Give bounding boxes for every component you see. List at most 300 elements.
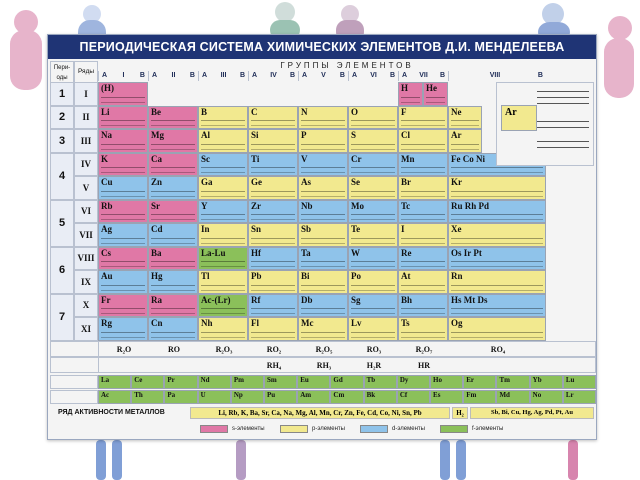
- element-symbol: F: [401, 106, 407, 117]
- element-symbol: Si: [251, 130, 259, 140]
- element-symbol: No: [532, 391, 542, 399]
- element-symbol: Ag: [101, 224, 112, 234]
- actinides-element: [264, 390, 297, 404]
- group-header-a: A: [102, 72, 108, 79]
- groups-title: ГРУППЫ ЭЛЕМЕНТОВ: [280, 61, 414, 70]
- element-symbol: Rg: [101, 318, 112, 328]
- row-label: XI: [74, 317, 98, 341]
- element-symbol: Sg: [351, 294, 361, 305]
- oxides-formula: RO₃: [366, 344, 382, 354]
- group-header-num: III: [220, 72, 227, 79]
- element-symbol: Te: [351, 224, 361, 234]
- element-cell: [248, 200, 298, 224]
- hydrides-formula: RH₄: [266, 360, 282, 370]
- actinides-element: [430, 390, 463, 404]
- row-label: X: [74, 294, 98, 318]
- element-cell: [298, 270, 348, 294]
- element-cell: [298, 200, 348, 224]
- group-header-b: B: [189, 72, 195, 79]
- element-symbol: Es: [433, 391, 441, 399]
- element-cell: [98, 294, 148, 318]
- element-cell: [98, 176, 148, 200]
- element-symbol: C: [251, 106, 258, 117]
- element-symbol: At: [401, 271, 411, 281]
- period-label: 4: [50, 153, 74, 200]
- hydrides-row: [50, 357, 596, 373]
- period-label: 6: [50, 247, 74, 294]
- element-symbol: P: [301, 130, 307, 140]
- element-cell: [348, 247, 398, 271]
- element-cell: [448, 294, 546, 318]
- element-symbol: La-Lu: [201, 247, 226, 258]
- element-cell: [98, 247, 148, 271]
- element-symbol: Hg: [151, 271, 163, 281]
- element-symbol: Pm: [233, 376, 244, 384]
- element-cell: [98, 82, 148, 106]
- group-header: [98, 71, 148, 81]
- element-symbol: Cs: [101, 247, 112, 258]
- element-symbol: Lv: [351, 318, 362, 328]
- lanthanides-element: [430, 375, 463, 389]
- rows-header: Ряды: [74, 61, 98, 83]
- group-header-b: B: [389, 72, 395, 79]
- element-cell: [398, 223, 448, 247]
- element-symbol: Xe: [451, 224, 462, 234]
- element-symbol: Fl: [251, 318, 259, 328]
- group-header-a: A: [152, 72, 158, 79]
- element-symbol: Ne: [451, 106, 462, 117]
- element-symbol: Ga: [201, 177, 213, 187]
- activity-hydrogen: H₂: [452, 407, 468, 419]
- element-symbol: Tc: [401, 200, 411, 211]
- element-symbol: (H): [101, 83, 114, 93]
- element-cell: [198, 153, 248, 177]
- element-symbol: Sr: [151, 200, 160, 211]
- actinides-element: [231, 390, 264, 404]
- element-cell: [148, 317, 198, 341]
- element-symbol: La: [101, 376, 110, 384]
- element-symbol: Mn: [401, 153, 415, 164]
- row-label: V: [74, 176, 98, 200]
- lanthanides-element: [463, 375, 496, 389]
- legend-label: s-элементы: [232, 426, 265, 432]
- element-symbol: Fm: [466, 391, 477, 399]
- element-symbol: Rf: [251, 294, 261, 305]
- element-symbol: Pa: [167, 391, 176, 399]
- element-symbol: Hf: [251, 247, 261, 258]
- lanthanides-label: [50, 375, 98, 389]
- legend-swatch: [200, 425, 228, 433]
- element-symbol: Lu: [565, 376, 575, 384]
- lanthanides-element: [131, 375, 164, 389]
- element-cell: [398, 82, 423, 106]
- element-cell: [448, 317, 546, 341]
- row-label: I: [74, 82, 98, 106]
- group-header: [298, 71, 348, 81]
- group-header-num: IV: [270, 72, 277, 79]
- oxides-formula: RO₄: [490, 344, 506, 354]
- row-label: IX: [74, 270, 98, 294]
- element-cell: [298, 153, 348, 177]
- element-cell: [448, 270, 546, 294]
- group-header: [448, 71, 546, 81]
- element-symbol: Kr: [451, 177, 462, 187]
- element-symbol: Hs Mt Ds: [451, 294, 488, 305]
- element-cell: [298, 317, 348, 341]
- element-symbol: Nb: [301, 200, 313, 211]
- element-symbol: Ca: [151, 153, 162, 164]
- hydrides-formula: RH₃: [316, 360, 332, 370]
- element-symbol: Th: [134, 391, 143, 399]
- element-cell: [148, 294, 198, 318]
- element-cell: [98, 200, 148, 224]
- element-symbol: Ra: [151, 294, 162, 305]
- group-header-b: B: [537, 72, 543, 79]
- element-cell: [398, 317, 448, 341]
- element-symbol: Br: [401, 177, 411, 187]
- element-cell: [248, 294, 298, 318]
- element-symbol: B: [201, 106, 208, 117]
- element-cell: [448, 129, 482, 153]
- legend-label: d-элементы: [392, 426, 425, 432]
- metal-activity-series: [50, 407, 596, 419]
- element-symbol: Dy: [399, 376, 409, 384]
- group-header-num: VIII: [489, 72, 501, 79]
- element-symbol: U: [200, 391, 206, 399]
- lanthanides-element: [198, 375, 231, 389]
- element-symbol: Cf: [399, 391, 408, 399]
- oxides-row: [50, 341, 596, 357]
- group-header: [198, 71, 248, 81]
- element-cell: [198, 129, 248, 153]
- element-symbol: Sb: [301, 224, 312, 234]
- element-symbol: Pb: [251, 271, 262, 281]
- lanthanides-element: [231, 375, 264, 389]
- element-cell: [348, 294, 398, 318]
- element-cell: [298, 223, 348, 247]
- element-symbol: Nh: [201, 318, 213, 328]
- group-header: [148, 71, 198, 81]
- element-cell: [248, 106, 298, 130]
- group-header-b: B: [139, 72, 145, 79]
- element-cell: [148, 270, 198, 294]
- element-cell: [248, 176, 298, 200]
- element-cell: [198, 106, 248, 130]
- actinides-element: [496, 390, 529, 404]
- element-cell: [148, 153, 198, 177]
- element-cell: [98, 153, 148, 177]
- element-cell: [198, 317, 248, 341]
- element-symbol: Tl: [201, 271, 210, 281]
- element-cell: [448, 223, 546, 247]
- element-cell: [348, 223, 398, 247]
- element-symbol: H: [401, 83, 409, 93]
- element-cell: [248, 270, 298, 294]
- element-symbol: Cd: [151, 224, 163, 234]
- element-symbol: Mo: [351, 200, 364, 211]
- element-cell: [448, 176, 546, 200]
- element-symbol: Cr: [351, 153, 362, 164]
- element-symbol: O: [351, 106, 359, 117]
- element-cell: [348, 106, 398, 130]
- element-symbol: He: [426, 83, 437, 93]
- row-label: II: [74, 106, 98, 130]
- element-symbol: Tb: [366, 376, 376, 384]
- periods-header: Пери-оды: [50, 61, 74, 83]
- element-symbol: Nd: [200, 376, 210, 384]
- element-symbol: Po: [351, 271, 361, 281]
- legend-swatch: [360, 425, 388, 433]
- element-cell: [448, 247, 546, 271]
- element-symbol: Re: [401, 247, 412, 258]
- row-label: IV: [74, 153, 98, 177]
- period-label: 2: [50, 106, 74, 130]
- element-cell: [398, 129, 448, 153]
- element-cell: [348, 200, 398, 224]
- element-symbol: In: [201, 224, 210, 234]
- element-symbol: Al: [201, 130, 210, 140]
- actinides-element: [98, 390, 131, 404]
- element-cell: [198, 270, 248, 294]
- element-symbol: Sc: [201, 153, 210, 164]
- element-symbol: Lr: [565, 391, 574, 399]
- legend-label: f-элементы: [472, 426, 504, 432]
- element-cell: [398, 153, 448, 177]
- row-label: VIII: [74, 247, 98, 271]
- group-header-num: V: [321, 72, 326, 79]
- actinides-element: [297, 390, 330, 404]
- element-symbol: Li: [101, 106, 110, 117]
- actinides-element: [198, 390, 231, 404]
- element-cell: [98, 270, 148, 294]
- lanthanides-element: [530, 375, 563, 389]
- element-symbol: Ce: [134, 376, 143, 384]
- element-symbol: Gd: [333, 376, 343, 384]
- element-symbol: As: [301, 177, 312, 187]
- group-header-b: B: [339, 72, 345, 79]
- element-cell: [148, 176, 198, 200]
- element-cell: [198, 247, 248, 271]
- element-cell: [148, 200, 198, 224]
- oxides-formula: RO: [168, 344, 180, 354]
- group-header-b: B: [289, 72, 295, 79]
- oxides-formula: R₂O₃: [215, 344, 233, 354]
- lanthanides-element: [264, 375, 297, 389]
- legend-swatch: [440, 425, 468, 433]
- element-symbol: Os Ir Pt: [451, 247, 482, 258]
- element-symbol: Og: [451, 318, 463, 328]
- actinides-element: [463, 390, 496, 404]
- element-cell: [348, 317, 398, 341]
- row-label: VII: [74, 223, 98, 247]
- element-symbol: Am: [300, 391, 312, 399]
- element-cell: [398, 106, 448, 130]
- element-symbol: Ts: [401, 318, 410, 328]
- element-symbol: Mc: [301, 318, 314, 328]
- element-cell: [98, 223, 148, 247]
- hydrides-formula: [99, 358, 149, 372]
- element-symbol: W: [351, 247, 360, 258]
- element-cell: [98, 129, 148, 153]
- element-cell: [398, 200, 448, 224]
- element-cell: [298, 129, 348, 153]
- element-symbol: Ru Rh Pd: [451, 200, 490, 211]
- element-cell: [398, 247, 448, 271]
- element-symbol: Zr: [251, 200, 261, 211]
- element-symbol: Mg: [151, 130, 164, 140]
- hydrides-formula: H₂R: [366, 360, 382, 370]
- element-symbol: Bk: [366, 391, 376, 399]
- oxides-formula: R₂O₇: [415, 344, 433, 354]
- element-cell: [98, 106, 148, 130]
- lanthanides-element: [330, 375, 363, 389]
- actinides-label: [50, 390, 98, 404]
- element-symbol: Sm: [267, 376, 277, 384]
- actinides-element: [131, 390, 164, 404]
- oxides-formula: R₂O₅: [315, 344, 333, 354]
- element-symbol: Cn: [151, 318, 163, 328]
- element-cell: [198, 176, 248, 200]
- element-symbol: Tm: [499, 376, 510, 384]
- oxides-row-label: [51, 342, 99, 356]
- element-symbol: Fr: [101, 294, 111, 305]
- hydrides-row-label: [51, 358, 99, 372]
- element-cell: [398, 270, 448, 294]
- legend-swatch: [280, 425, 308, 433]
- actinides-element: [164, 390, 197, 404]
- element-cell: [148, 129, 198, 153]
- element-cell: [423, 82, 448, 106]
- group-header: [348, 71, 398, 81]
- lanthanides-element: [563, 375, 596, 389]
- group-header-a: A: [302, 72, 308, 79]
- actinides-element: [397, 390, 430, 404]
- element-cell: [448, 106, 482, 130]
- hydrides-formula: [149, 358, 199, 372]
- group-header: [398, 71, 448, 81]
- group-header-num: II: [171, 72, 176, 79]
- element-symbol: Cm: [333, 391, 345, 399]
- element-symbol: N: [301, 106, 308, 117]
- element-symbol: Md: [499, 391, 510, 399]
- element-symbol: Db: [301, 294, 313, 305]
- element-cell: [298, 294, 348, 318]
- element-symbol: Se: [351, 177, 360, 187]
- element-cell: [248, 317, 298, 341]
- element-cell: [348, 153, 398, 177]
- actinides-element: [563, 390, 596, 404]
- actinides-element: [364, 390, 397, 404]
- group-header: [248, 71, 298, 81]
- element-cell: [298, 106, 348, 130]
- row-label: VI: [74, 200, 98, 224]
- row-label: III: [74, 129, 98, 153]
- element-symbol: Na: [101, 130, 112, 140]
- element-cell: [198, 294, 248, 318]
- lanthanides-element: [164, 375, 197, 389]
- element-symbol: I: [401, 224, 405, 234]
- element-symbol: Bh: [401, 294, 413, 305]
- activity-series-after-h: Sb, Bi, Cu, Hg, Ag, Pd, Pt, Au: [470, 407, 594, 419]
- element-cell: [248, 247, 298, 271]
- group-header-a: A: [252, 72, 258, 79]
- element-symbol: Np: [233, 391, 243, 399]
- element-symbol: Pr: [167, 376, 175, 384]
- element-cell: [248, 129, 298, 153]
- group-header-a: A: [352, 72, 358, 79]
- element-symbol: Ge: [251, 177, 262, 187]
- lanthanides-row: [98, 375, 596, 389]
- element-symbol: Ti: [251, 153, 260, 164]
- element-cell: [248, 153, 298, 177]
- period-label: 1: [50, 82, 74, 106]
- element-symbol: Ho: [433, 376, 442, 384]
- element-cell: [298, 176, 348, 200]
- activity-series-before-h: Li, Rb, K, Ba, Sr, Ca, Na, Mg, Al, Mn, Cr, Zn, Fe, Cd, Co, Ni, Sn, Pb: [190, 407, 450, 419]
- actinides-row: [98, 390, 596, 404]
- lanthanides-element: [98, 375, 131, 389]
- element-symbol: Be: [151, 106, 161, 117]
- element-cell: [348, 270, 398, 294]
- group-header-b: B: [439, 72, 445, 79]
- element-symbol: S: [351, 130, 357, 140]
- element-symbol: Cu: [101, 177, 113, 187]
- hydrides-formula: [449, 358, 547, 372]
- element-symbol: Cl: [401, 130, 410, 140]
- element-cell: [148, 106, 198, 130]
- element-cell: [348, 176, 398, 200]
- element-symbol: Y: [201, 200, 208, 211]
- element-symbol: Ac: [101, 391, 110, 399]
- legend-label: p-элементы: [312, 426, 345, 432]
- element-symbol: Fe Co Ni: [451, 153, 485, 164]
- element-cell: [198, 223, 248, 247]
- oxides-formula: R₂O: [116, 344, 132, 354]
- period-label: 5: [50, 200, 74, 247]
- element-symbol: Bi: [301, 271, 310, 281]
- element-cell: [198, 200, 248, 224]
- actinides-element: [530, 390, 563, 404]
- actinides-element: [330, 390, 363, 404]
- oxides-formula: RO₂: [266, 344, 282, 354]
- group-header-num: VII: [419, 72, 428, 79]
- periodic-table-poster: [47, 34, 597, 440]
- element-symbol: Yb: [532, 376, 542, 384]
- element-cell: [148, 223, 198, 247]
- element-symbol: Pu: [267, 391, 276, 399]
- element-cell: [348, 129, 398, 153]
- element-symbol: Ta: [301, 247, 311, 258]
- group-header-a: A: [402, 72, 408, 79]
- activity-label: РЯД АКТИВНОСТИ МЕТАЛЛОВ: [58, 409, 165, 416]
- element-symbol: K: [101, 153, 109, 164]
- lanthanides-element: [496, 375, 529, 389]
- period-label: 7: [50, 294, 74, 341]
- element-symbol: Ac-(Lr): [201, 294, 231, 305]
- element-cell: [448, 200, 546, 224]
- element-cell: [98, 317, 148, 341]
- element-cell: [148, 247, 198, 271]
- key-element-symbol: Ar: [505, 107, 517, 118]
- element-symbol: Eu: [300, 376, 309, 384]
- element-cell: [248, 223, 298, 247]
- element-symbol: Rb: [101, 200, 113, 211]
- key-element-cell: [501, 105, 537, 131]
- element-symbol: Sn: [251, 224, 262, 234]
- group-header-num: VI: [370, 72, 377, 79]
- lanthanides-element: [364, 375, 397, 389]
- element-cell: [398, 294, 448, 318]
